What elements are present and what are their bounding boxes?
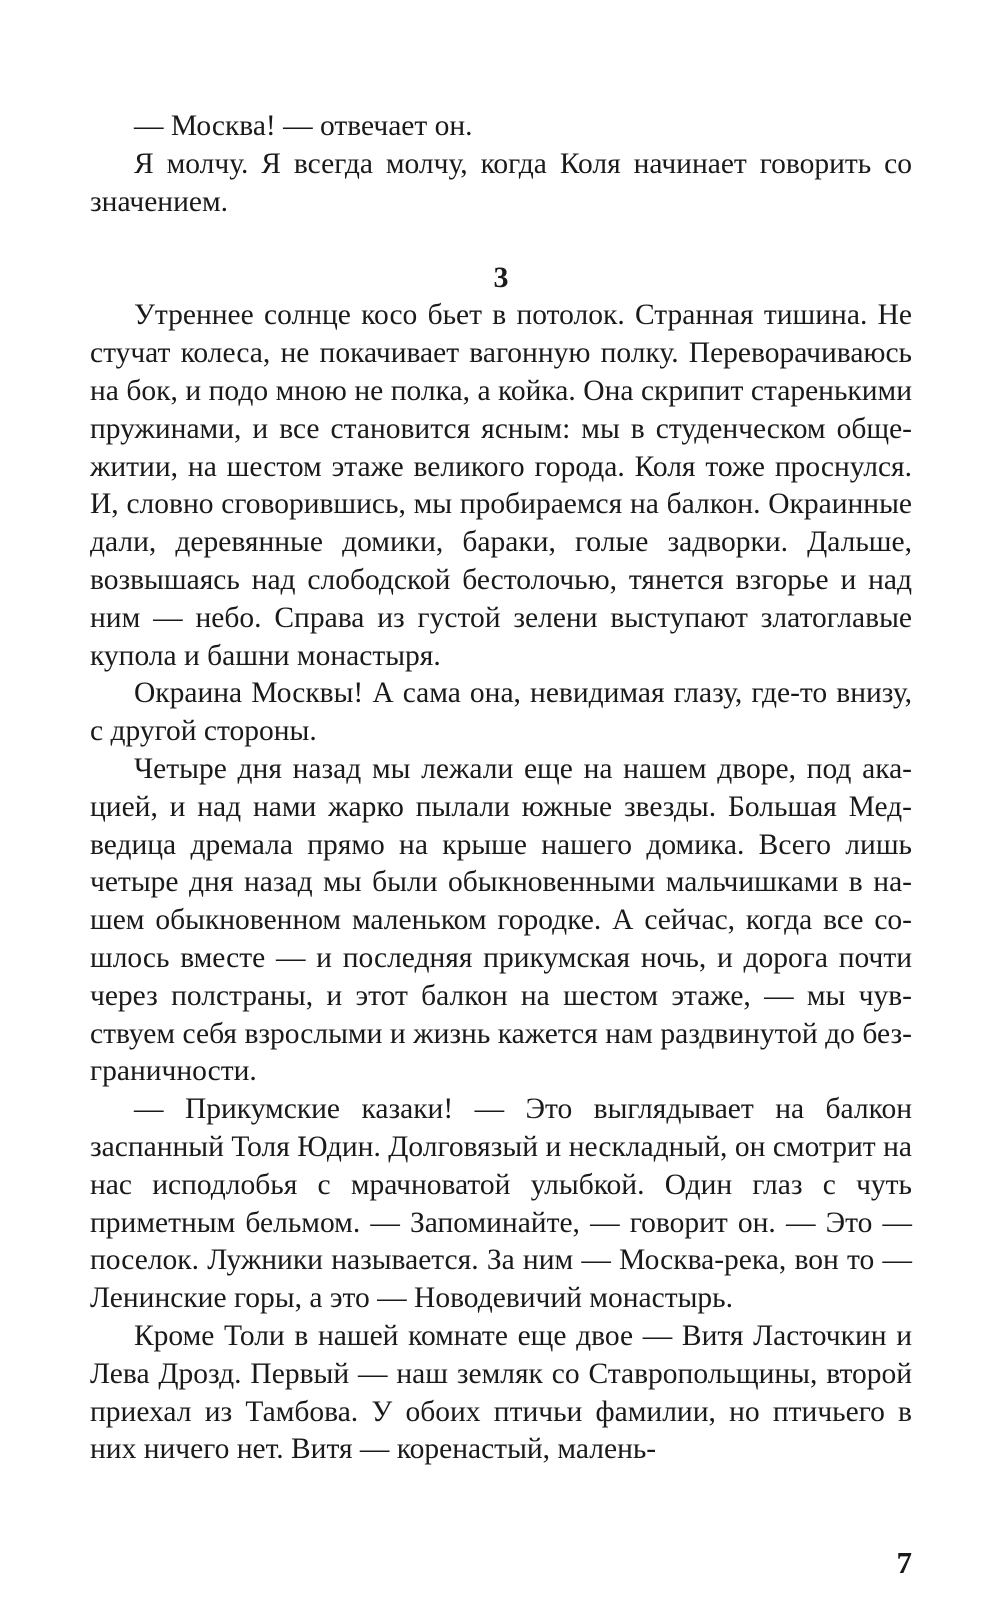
paragraph-7: Кроме Толи в нашей комнате еще двое — Витя Ласточкин и Лева Дрозд. Первый — наш земляк со Ставропольщины, второй приехал из Тамбова. У обоих птичьи фамилии, но птичьего в них ничего нет. Витя — коренастый, малень-: [90, 1319, 912, 1466]
page-body: [90, 108, 912, 1469]
paragraph-3: Утреннее солнце косо бьет в потолок. Странная тишина. Не стучат колеса, не покачивает вагонную полку. Переворачиваюсь на бок, и подо мною не полка, а койка. Она скрипит старенькими пружинами, и все становится ясным: мы в студенческом общежитии, на шестом этаже великого города. Коля тоже проснулся. И, словно сговорившись, мы пробираемся на балкон. Окраинные дали, деревянные домики, бараки, голые задворки. Дальше, возвышаясь над слободской бестолочью, тянется взгорье и над ним — небо. Справа из густой зелени выступают златоглавые купола и башни монастыря.: [90, 299, 912, 672]
page-number: 7: [896, 1545, 912, 1580]
paragraph-2: Я молчу. Я всегда молчу, когда Коля начинает говорить со значением.: [90, 147, 912, 218]
paragraph-4: Окраина Москвы! А сама она, невидимая глазу, где-то внизу, с другой стороны.: [90, 677, 912, 748]
paragraph-5: Четыре дня назад мы лежали еще на нашем дворе, под акацией, и над нами жарко пылали южные звезды. Большая Медведица дремала прямо на крыше нашего домика. Всего лишь четыре дня назад мы были обыкновенными мальчишками в нашем обыкновенном маленьком городке. А сейчас, когда все сошлось вместе — и последняя прикумская ночь, и дорога почти через полстраны, и этот балкон на шестом этаже, — мы чувствуем себя взрослыми и жизнь кажется нам раздвинутой до безграничности.: [90, 752, 912, 1088]
chapter-heading: 3: [493, 261, 509, 295]
paragraph-6: — Прикумские казаки! — Это выглядывает на балкон заспанный Толя Юдин. Долговязый и нескладный, он смотрит на нас исподлобья с мрачноватой улыбкой. Один глаз с чуть приметным бельмом. — Запоминайте, — говорит он. — Это — поселок. Лужники называется. За ним — Москва-река, вон то — Ленинские горы, а это — Новодевичий монастырь.: [90, 1093, 912, 1315]
paragraph-1: — Москва! — отвечает он.: [134, 110, 473, 142]
